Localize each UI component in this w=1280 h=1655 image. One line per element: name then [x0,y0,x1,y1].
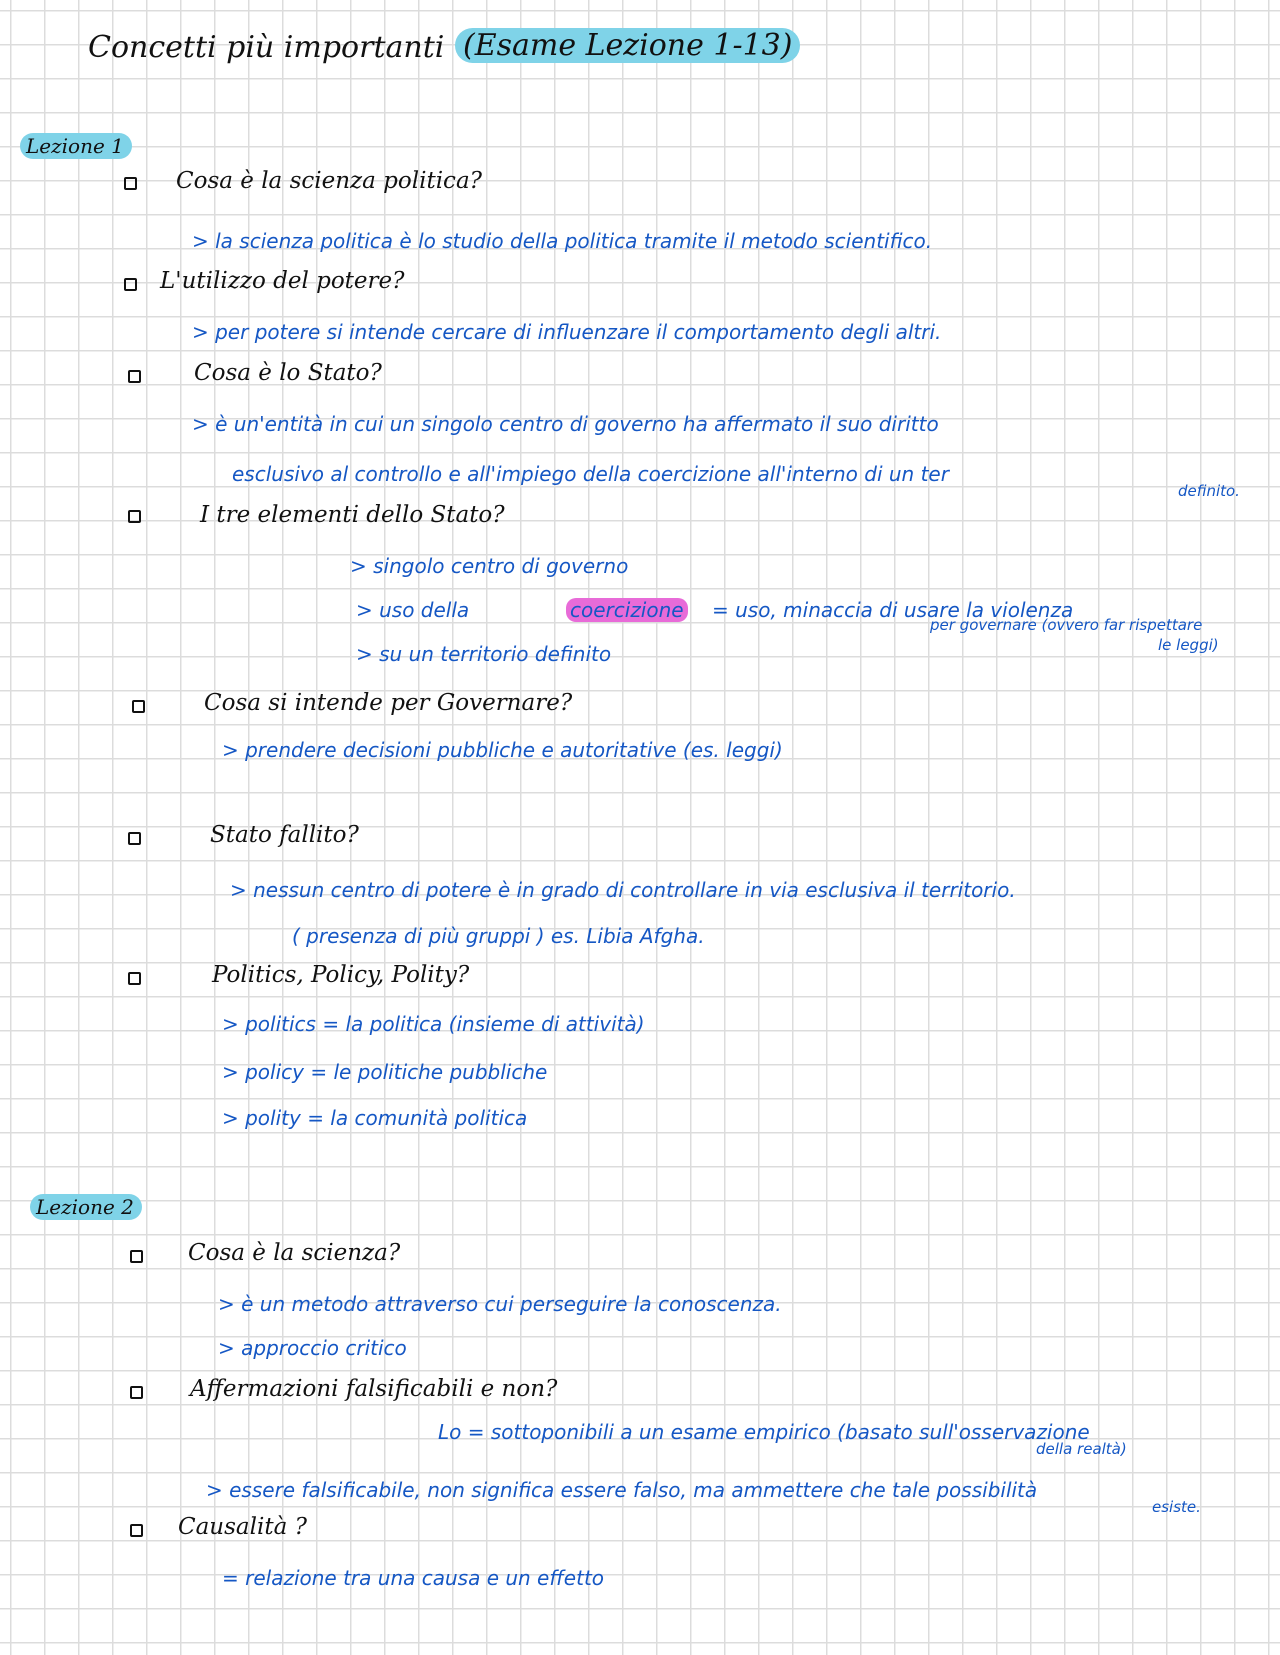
question: Causalità ? [178,1514,307,1540]
answer: = uso, minaccia di usare la violenza [712,598,1074,622]
checkbox[interactable] [128,832,141,845]
question: Politics, Policy, Polity? [212,962,470,988]
answer: della realtà) [1036,1440,1127,1458]
answer: > su un territorio definito [356,642,612,666]
lesson-2-label-text: Lezione 2 [30,1194,142,1220]
checkbox[interactable] [128,510,141,523]
answer: = relazione tra una causa e un effetto [222,1566,605,1590]
answer: esclusivo al controllo e all'impiego della coercizione all'interno di un ter [232,462,949,486]
answer: > policy = le politiche pubbliche [222,1060,548,1084]
question: Stato fallito? [210,822,359,848]
checkbox[interactable] [124,278,137,291]
answer: > polity = la comunità politica [222,1106,528,1130]
exam-tag-highlight: (Esame Lezione 1-13) [455,28,800,63]
question: Cosa si intende per Governare? [204,690,573,716]
checkbox[interactable] [124,177,137,190]
page-title: Concetti più importanti [88,30,445,65]
answer: > per potere si intende cercare di influenzare il comportamento degli altri. [192,320,942,344]
answer: per governare (ovvero far rispettare [930,616,1203,634]
question: L'utilizzo del potere? [160,268,405,294]
checkbox[interactable] [130,1386,143,1399]
answer: ( presenza di più gruppi ) es. Libia Afgha. [292,924,705,948]
answer: le leggi) [1158,636,1219,654]
question: I tre elementi dello Stato? [200,502,505,528]
coercizione-highlight [566,598,688,622]
answer: > uso della [356,598,470,622]
question: Cosa è la scienza politica? [176,168,482,194]
lesson-1-label [20,134,132,158]
checkbox[interactable] [132,700,145,713]
answer: > la scienza politica è lo studio della politica tramite il metodo scientifico. [192,229,933,253]
checkbox[interactable] [130,1250,143,1263]
checkbox[interactable] [130,1524,143,1537]
answer: > è un metodo attraverso cui perseguire la conoscenza. [218,1292,782,1316]
question: Affermazioni falsificabili e non? [190,1376,558,1402]
answer: definito. [1178,482,1240,500]
checkbox[interactable] [128,972,141,985]
answer: > nessun centro di potere è in grado di controllare in via esclusiva il territorio. [230,878,1016,902]
answer: > essere falsificabile, non significa essere falso, ma ammettere che tale possibilità [206,1478,1038,1502]
answer: > approccio critico [218,1336,407,1360]
answer: esiste. [1152,1498,1201,1516]
answer: > politics = la politica (insieme di attività) [222,1012,645,1036]
answer: > singolo centro di governo [350,554,629,578]
highlighted-word: coercizione [566,598,688,622]
exam-tag [455,28,800,63]
lesson-1-label-text: Lezione 1 [20,133,132,159]
question: Cosa è lo Stato? [194,360,382,386]
answer: > prendere decisioni pubbliche e autoritative (es. leggi) [222,738,783,762]
answer: Lo = sottoponibili a un esame empirico (basato sull'osservazione [438,1420,1090,1444]
checkbox[interactable] [128,370,141,383]
question: Cosa è la scienza? [188,1240,401,1266]
lesson-2-label [30,1195,142,1219]
answer: > è un'entità in cui un singolo centro di governo ha affermato il suo diritto [192,412,939,436]
